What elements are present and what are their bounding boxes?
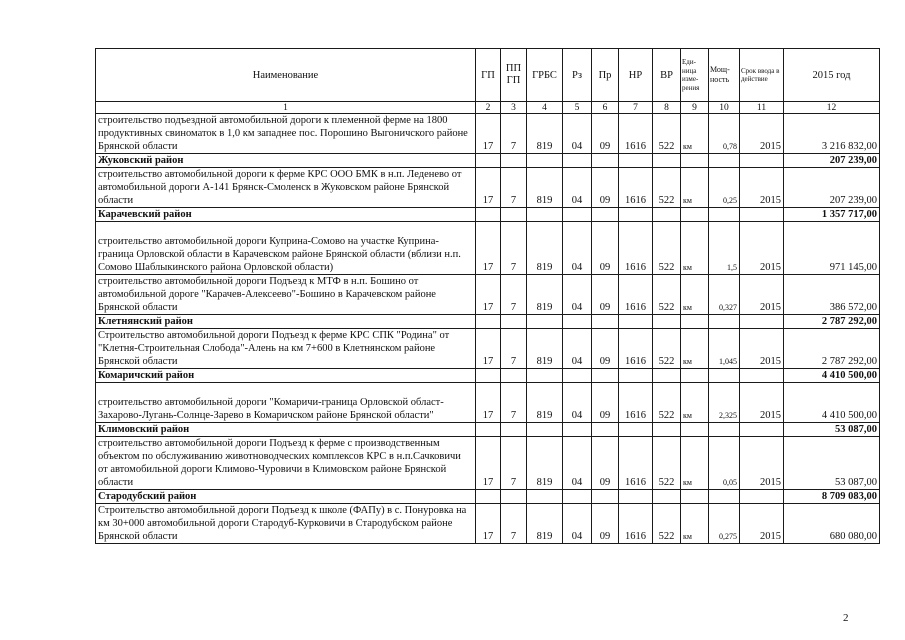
nr-cell: 1616	[619, 275, 653, 315]
project-name-cell	[96, 437, 476, 490]
empty-cell	[476, 369, 501, 383]
unit-cell: км	[681, 383, 709, 423]
header-term: Срок ввода в действие	[740, 49, 784, 102]
pr-cell: 09	[592, 168, 619, 208]
empty-cell	[592, 423, 619, 437]
grbs-cell: 819	[527, 504, 563, 544]
table-header-row	[96, 49, 880, 102]
header-ppgp: ПП ГП	[501, 49, 527, 102]
project-name: строительство автомобильной дороги к ферме КРС ООО БМК в н.п. Леденево от автомобильной дороги А-141 Брянск-Смоленск в Жуковском районе Брянской области	[98, 169, 462, 206]
empty-cell	[709, 369, 740, 383]
project-name-cell	[96, 383, 476, 423]
sum-cell: 680 080,00	[784, 504, 880, 544]
project-row	[96, 329, 880, 369]
header-vr: ВР	[653, 49, 681, 102]
gp-cell: 17	[476, 222, 501, 275]
capacity-cell: 1,045	[709, 329, 740, 369]
sum-cell: 4 410 500,00	[784, 383, 880, 423]
district-row	[96, 369, 880, 383]
project-name-cell	[96, 168, 476, 208]
colnum: 4	[527, 102, 563, 114]
pr-cell: 09	[592, 114, 619, 154]
district-row	[96, 315, 880, 329]
district-sum: 4 410 500,00	[784, 369, 880, 383]
empty-cell	[709, 423, 740, 437]
header-gp: ГП	[476, 49, 501, 102]
empty-cell	[501, 315, 527, 329]
rz-cell: 04	[563, 114, 592, 154]
capacity-cell: 1,5	[709, 222, 740, 275]
rz-cell: 04	[563, 168, 592, 208]
empty-cell	[740, 154, 784, 168]
empty-cell	[563, 154, 592, 168]
empty-cell	[619, 315, 653, 329]
capacity-cell: 0,78	[709, 114, 740, 154]
colnum: 1	[96, 102, 476, 114]
district-name: Климовский район	[96, 423, 476, 437]
empty-cell	[563, 423, 592, 437]
colnum: 2	[476, 102, 501, 114]
district-row	[96, 154, 880, 168]
colnum: 9	[681, 102, 709, 114]
rz-cell: 04	[563, 222, 592, 275]
empty-cell	[653, 154, 681, 168]
project-row	[96, 383, 880, 423]
empty-cell	[527, 490, 563, 504]
colnum: 5	[563, 102, 592, 114]
header-rz: Рз	[563, 49, 592, 102]
vr-cell: 522	[653, 329, 681, 369]
empty-cell	[592, 369, 619, 383]
empty-cell	[476, 423, 501, 437]
ppgp-cell: 7	[501, 275, 527, 315]
empty-cell	[681, 490, 709, 504]
header-capacity: Мощ-ность	[709, 49, 740, 102]
empty-cell	[592, 208, 619, 222]
district-row	[96, 208, 880, 222]
grbs-cell: 819	[527, 275, 563, 315]
district-name: Клетнянский район	[96, 315, 476, 329]
term-cell: 2015	[740, 114, 784, 154]
empty-cell	[709, 208, 740, 222]
empty-cell	[653, 369, 681, 383]
project-row	[96, 168, 880, 208]
colnum: 6	[592, 102, 619, 114]
project-row	[96, 275, 880, 315]
project-name-cell	[96, 275, 476, 315]
ppgp-cell: 7	[501, 504, 527, 544]
pr-cell: 09	[592, 437, 619, 490]
project-name: строительство подъездной автомобильной дороги к племенной ферме на 1800 продуктивных свиноматок в 1,0 км западнее пос. Порошино Выгоничского районе Брянской области	[98, 115, 468, 152]
project-name: Строительство автомобильной дороги Подъезд к школе (ФАПу) в с. Понуровка на км 30+000 автомобильной дороги Стародуб-Курковичи в Стародубском районе Брянской области	[98, 505, 467, 542]
district-name: Стародубский район	[96, 490, 476, 504]
grbs-cell: 819	[527, 383, 563, 423]
empty-cell	[653, 208, 681, 222]
colnum: 7	[619, 102, 653, 114]
rz-cell: 04	[563, 437, 592, 490]
empty-cell	[653, 315, 681, 329]
project-name: строительство автомобильной дороги Куприна-Сомово на участке Куприна-граница Орловской области в Карачевском районе Брянской области (вблизи н.п. Сомово Шаблыкинского района Орловской области)	[98, 236, 461, 273]
empty-cell	[563, 208, 592, 222]
term-cell: 2015	[740, 168, 784, 208]
empty-cell	[527, 154, 563, 168]
table-body	[96, 114, 880, 544]
header-nr: НР	[619, 49, 653, 102]
empty-cell	[681, 369, 709, 383]
empty-cell	[709, 315, 740, 329]
header-pr: Пр	[592, 49, 619, 102]
capacity-cell: 0,05	[709, 437, 740, 490]
empty-cell	[619, 208, 653, 222]
capacity-cell: 0,275	[709, 504, 740, 544]
project-name: строительство автомобильной дороги "Комаричи-граница Орловской област-Захарово-Лугань-Солнце-Зарево в Комаричском районе Брянской области"	[98, 397, 444, 421]
nr-cell: 1616	[619, 437, 653, 490]
rz-cell: 04	[563, 329, 592, 369]
gp-cell: 17	[476, 275, 501, 315]
empty-cell	[476, 154, 501, 168]
colnum: 10	[709, 102, 740, 114]
pr-cell: 09	[592, 275, 619, 315]
capacity-cell: 0,327	[709, 275, 740, 315]
rz-cell: 04	[563, 383, 592, 423]
project-row	[96, 437, 880, 490]
district-sum: 207 239,00	[784, 154, 880, 168]
column-numbers-row	[96, 102, 880, 114]
sum-cell: 3 216 832,00	[784, 114, 880, 154]
term-cell: 2015	[740, 383, 784, 423]
gp-cell: 17	[476, 504, 501, 544]
vr-cell: 522	[653, 504, 681, 544]
grbs-cell: 819	[527, 222, 563, 275]
district-row	[96, 423, 880, 437]
empty-cell	[476, 315, 501, 329]
empty-cell	[653, 423, 681, 437]
unit-cell: км	[681, 275, 709, 315]
empty-cell	[592, 315, 619, 329]
empty-cell	[527, 423, 563, 437]
empty-cell	[527, 315, 563, 329]
gp-cell: 17	[476, 437, 501, 490]
gp-cell: 17	[476, 329, 501, 369]
empty-cell	[740, 369, 784, 383]
grbs-cell: 819	[527, 114, 563, 154]
term-cell: 2015	[740, 437, 784, 490]
pr-cell: 09	[592, 504, 619, 544]
empty-cell	[501, 154, 527, 168]
empty-cell	[619, 423, 653, 437]
unit-cell: км	[681, 168, 709, 208]
pr-cell: 09	[592, 222, 619, 275]
nr-cell: 1616	[619, 504, 653, 544]
project-row	[96, 504, 880, 544]
ppgp-cell: 7	[501, 222, 527, 275]
nr-cell: 1616	[619, 329, 653, 369]
rz-cell: 04	[563, 504, 592, 544]
sum-cell: 207 239,00	[784, 168, 880, 208]
empty-cell	[563, 490, 592, 504]
empty-cell	[501, 208, 527, 222]
empty-cell	[527, 369, 563, 383]
header-name: Наименование	[96, 49, 476, 102]
empty-cell	[653, 490, 681, 504]
empty-cell	[740, 315, 784, 329]
project-name: строительство автомобильной дороги Подъезд к МТФ в н.п. Бошино от автомобильной дороге "Карачев-Алексеево"-Бошино в Карачевском районе Брянской области	[98, 276, 436, 313]
nr-cell: 1616	[619, 383, 653, 423]
empty-cell	[501, 423, 527, 437]
capacity-cell: 2,325	[709, 383, 740, 423]
vr-cell: 522	[653, 437, 681, 490]
blank-line	[98, 222, 473, 235]
district-name: Комаричский район	[96, 369, 476, 383]
district-sum: 1 357 717,00	[784, 208, 880, 222]
term-cell: 2015	[740, 329, 784, 369]
project-name-cell	[96, 504, 476, 544]
header-unit: Еди-ница изме-рения	[681, 49, 709, 102]
unit-cell: км	[681, 504, 709, 544]
colnum: 11	[740, 102, 784, 114]
vr-cell: 522	[653, 168, 681, 208]
budget-table	[95, 48, 880, 544]
ppgp-cell: 7	[501, 383, 527, 423]
empty-cell	[709, 154, 740, 168]
colnum: 8	[653, 102, 681, 114]
district-name: Карачевский район	[96, 208, 476, 222]
district-sum: 53 087,00	[784, 423, 880, 437]
empty-cell	[619, 369, 653, 383]
nr-cell: 1616	[619, 222, 653, 275]
empty-cell	[709, 490, 740, 504]
grbs-cell: 819	[527, 168, 563, 208]
ppgp-cell: 7	[501, 437, 527, 490]
empty-cell	[527, 208, 563, 222]
empty-cell	[476, 490, 501, 504]
empty-cell	[681, 315, 709, 329]
nr-cell: 1616	[619, 168, 653, 208]
header-grbs: ГРБС	[527, 49, 563, 102]
rz-cell: 04	[563, 275, 592, 315]
project-name-cell	[96, 114, 476, 154]
grbs-cell: 819	[527, 437, 563, 490]
empty-cell	[476, 208, 501, 222]
empty-cell	[501, 369, 527, 383]
empty-cell	[563, 369, 592, 383]
gp-cell: 17	[476, 114, 501, 154]
page-number: 2	[843, 612, 849, 624]
gp-cell: 17	[476, 383, 501, 423]
vr-cell: 522	[653, 114, 681, 154]
project-name-cell	[96, 329, 476, 369]
empty-cell	[681, 423, 709, 437]
empty-cell	[501, 490, 527, 504]
blank-line	[98, 383, 473, 396]
pr-cell: 09	[592, 383, 619, 423]
project-row	[96, 222, 880, 275]
unit-cell: км	[681, 329, 709, 369]
ppgp-cell: 7	[501, 329, 527, 369]
colnum: 12	[784, 102, 880, 114]
vr-cell: 522	[653, 383, 681, 423]
gp-cell: 17	[476, 168, 501, 208]
nr-cell: 1616	[619, 114, 653, 154]
term-cell: 2015	[740, 275, 784, 315]
empty-cell	[740, 208, 784, 222]
empty-cell	[592, 154, 619, 168]
district-name: Жуковский район	[96, 154, 476, 168]
project-name: строительство автомобильной дороги Подъезд к ферме с производственным объектом по обслуживанию животноводческих комплексов КРС в н.п.Сачковичи от автомобильной дороги Климово-Чуровичи в Климовском районе Брянской области	[98, 438, 461, 488]
grbs-cell: 819	[527, 329, 563, 369]
empty-cell	[619, 490, 653, 504]
empty-cell	[592, 490, 619, 504]
empty-cell	[563, 315, 592, 329]
empty-cell	[681, 208, 709, 222]
unit-cell: км	[681, 222, 709, 275]
project-name-cell	[96, 222, 476, 275]
sum-cell: 53 087,00	[784, 437, 880, 490]
project-name: Строительство автомобильной дороги Подъезд к ферме КРС СПК "Родина" от "Клетня-Строительная Слобода"-Алень на км 7+600 в Клетнянском районе Брянской области	[98, 330, 450, 367]
ppgp-cell: 7	[501, 168, 527, 208]
empty-cell	[681, 154, 709, 168]
district-sum: 8 709 083,00	[784, 490, 880, 504]
vr-cell: 522	[653, 222, 681, 275]
unit-cell: км	[681, 437, 709, 490]
project-row	[96, 114, 880, 154]
capacity-cell: 0,25	[709, 168, 740, 208]
sum-cell: 971 145,00	[784, 222, 880, 275]
empty-cell	[740, 423, 784, 437]
unit-cell: км	[681, 114, 709, 154]
sum-cell: 386 572,00	[784, 275, 880, 315]
pr-cell: 09	[592, 329, 619, 369]
term-cell: 2015	[740, 222, 784, 275]
term-cell: 2015	[740, 504, 784, 544]
vr-cell: 522	[653, 275, 681, 315]
empty-cell	[740, 490, 784, 504]
district-sum: 2 787 292,00	[784, 315, 880, 329]
header-year: 2015 год	[784, 49, 880, 102]
district-row	[96, 490, 880, 504]
ppgp-cell: 7	[501, 114, 527, 154]
colnum: 3	[501, 102, 527, 114]
sum-cell: 2 787 292,00	[784, 329, 880, 369]
empty-cell	[619, 154, 653, 168]
